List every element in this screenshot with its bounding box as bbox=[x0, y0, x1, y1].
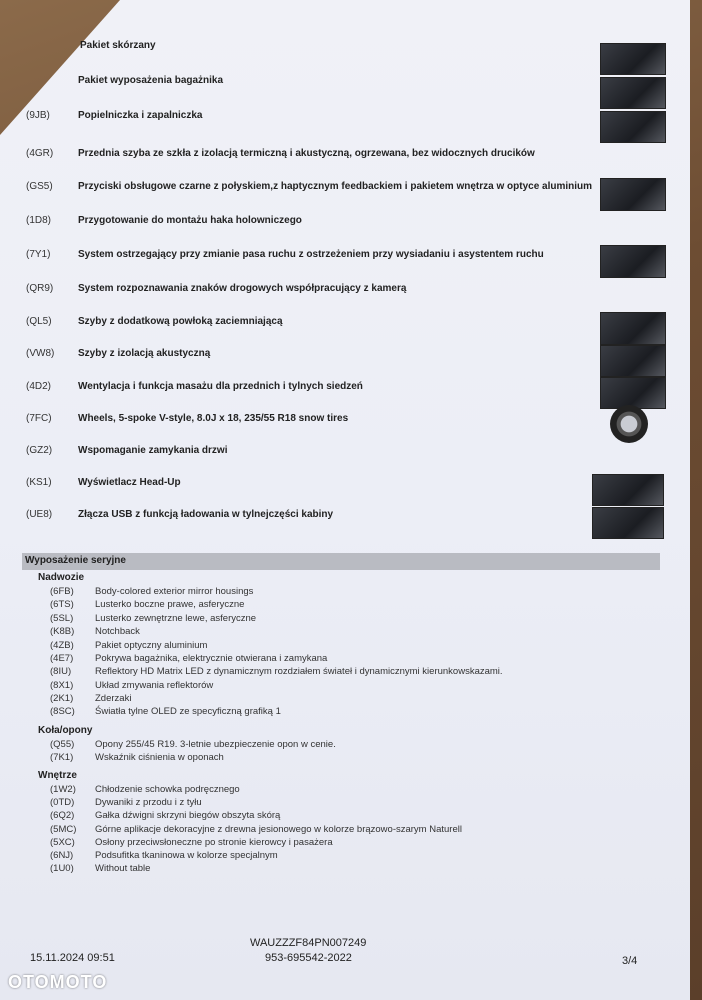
option-code: (UE8) bbox=[26, 509, 53, 520]
option-photo bbox=[600, 245, 666, 278]
option-photo bbox=[600, 111, 666, 143]
item-code: (8X1) bbox=[50, 680, 74, 691]
item-label: Opony 255/45 R19. 3-letnie ubezpieczenie opon w cenie. bbox=[95, 739, 336, 750]
group-title: Nadwozie bbox=[38, 572, 85, 583]
item-code: (6FB) bbox=[50, 586, 74, 597]
option-label: System ostrzegający przy zmianie pasa ruchu z ostrzeżeniem przy wysiadaniu i asystentem ruchu bbox=[78, 249, 544, 260]
option-photo bbox=[600, 77, 666, 109]
option-label: Wentylacja i funkcja masażu dla przednich i tylnych siedzeń bbox=[78, 381, 363, 392]
item-code: (6TS) bbox=[50, 599, 74, 610]
option-row bbox=[0, 348, 690, 378]
option-row bbox=[0, 110, 690, 140]
option-code: (7Y1) bbox=[26, 249, 51, 260]
item-code: (8SC) bbox=[50, 706, 75, 717]
option-label: Wyświetlacz Head-Up bbox=[78, 477, 181, 488]
item-label: Without table bbox=[95, 863, 151, 874]
item-code: (4ZB) bbox=[50, 640, 74, 651]
item-label: Układ zmywania reflektorów bbox=[95, 680, 214, 691]
item-code: (5SL) bbox=[50, 613, 74, 624]
item-code: (8IU) bbox=[50, 666, 72, 677]
option-photo bbox=[600, 345, 666, 377]
page-number: 3/4 bbox=[622, 955, 638, 967]
item-label: Wskaźnik ciśnienia w oponach bbox=[95, 752, 224, 763]
item-label: Światła tylne OLED ze specyficzną grafiką 1 bbox=[95, 706, 281, 717]
option-code: (KS1) bbox=[26, 477, 52, 488]
option-row bbox=[0, 181, 690, 211]
option-row bbox=[0, 249, 690, 279]
option-photo bbox=[600, 178, 666, 211]
option-row bbox=[0, 316, 690, 346]
item-label: Pakiet optyczny aluminium bbox=[95, 640, 208, 651]
item-code: (7K1) bbox=[50, 752, 74, 763]
option-photo bbox=[600, 312, 666, 345]
option-row bbox=[0, 445, 690, 475]
item-code: (4E7) bbox=[50, 653, 74, 664]
document-number: 953-695542-2022 bbox=[265, 952, 352, 964]
option-label: Wspomaganie zamykania drzwi bbox=[78, 445, 228, 456]
item-label: Chłodzenie schowka podręcznego bbox=[95, 784, 240, 795]
section-title: Wyposażenie seryjne bbox=[25, 555, 126, 566]
option-row bbox=[0, 148, 690, 178]
option-photo bbox=[600, 377, 666, 409]
item-label: Notchback bbox=[95, 626, 140, 637]
item-code: (K8B) bbox=[50, 626, 75, 637]
option-label: Szyby z izolacją akustyczną bbox=[78, 348, 211, 359]
item-label: Gałka dźwigni skrzyni biegów obszyta skórą bbox=[95, 810, 281, 821]
option-label: Przednia szyba ze szkła z izolacją termiczną i akustyczną, ogrzewana, bez widocznych drucików bbox=[78, 148, 535, 159]
option-code: (GS5) bbox=[26, 181, 53, 192]
group-title: Wnętrze bbox=[38, 770, 77, 781]
item-label: Lusterko zewnętrzne lewe, asferyczne bbox=[95, 613, 257, 624]
item-label: Body-colored exterior mirror housings bbox=[95, 586, 254, 597]
option-row bbox=[0, 477, 690, 507]
item-code: (5MC) bbox=[50, 824, 77, 835]
option-label: Przygotowanie do montażu haka holowniczego bbox=[78, 215, 302, 226]
option-label: Złącza USB z funkcją ładowania w tylnejczęści kabiny bbox=[78, 509, 334, 520]
item-label: Reflektory HD Matrix LED z dynamicznym rozdziałem świateł i dynamicznymi kierunkowskazami. bbox=[95, 666, 503, 677]
option-photo bbox=[600, 43, 666, 75]
item-label: Podsufitka tkaninowa w kolorze specjalnym bbox=[95, 850, 278, 861]
item-code: (2K1) bbox=[50, 693, 74, 704]
option-row bbox=[0, 283, 690, 313]
option-row bbox=[0, 509, 690, 539]
item-label: Pokrywa bagażnika, elektrycznie otwierana i zamykana bbox=[95, 653, 328, 664]
option-label: System rozpoznawania znaków drogowych współpracujący z kamerą bbox=[78, 283, 407, 294]
option-code: (GZ2) bbox=[26, 445, 53, 456]
item-label: Górne aplikacje dekoracyjne z drewna jesionowego w kolorze brązowo-szarym Naturell bbox=[95, 824, 462, 835]
option-code: (7FC) bbox=[26, 413, 52, 424]
option-label: Pakiet skórzany bbox=[80, 40, 156, 51]
option-code: (9JB) bbox=[26, 110, 50, 121]
option-row bbox=[0, 40, 690, 70]
option-label: Przyciski obsługowe czarne z połyskiem,z haptycznym feedbackiem i pakietem wnętrza w optyce aluminium bbox=[78, 181, 593, 192]
option-row bbox=[0, 381, 690, 411]
item-code: (1W2) bbox=[50, 784, 76, 795]
option-label: Wheels, 5-spoke V-style, 8.0J x 18, 235/55 R18 snow tires bbox=[78, 413, 349, 424]
group-title: Koła/opony bbox=[38, 725, 93, 736]
option-code: (QL5) bbox=[26, 316, 52, 327]
item-code: (1U0) bbox=[50, 863, 74, 874]
item-code: (Q55) bbox=[50, 739, 75, 750]
option-code: (QR9) bbox=[26, 283, 54, 294]
vin-number: WAUZZZF84PN007249 bbox=[250, 937, 367, 949]
option-label: Szyby z dodatkową powłoką zaciemniającą bbox=[78, 316, 283, 327]
item-label: Osłony przeciwsłoneczne po stronie kierowcy i pasażera bbox=[95, 837, 333, 848]
option-code: (4GR) bbox=[26, 148, 54, 159]
item-code: (6Q2) bbox=[50, 810, 75, 821]
item-label: Lusterko boczne prawe, asferyczne bbox=[95, 599, 245, 610]
option-photo bbox=[592, 474, 664, 506]
option-row bbox=[0, 215, 690, 245]
option-photo bbox=[592, 507, 664, 539]
option-code: (VW8) bbox=[26, 348, 55, 359]
print-date: 15.11.2024 09:51 bbox=[30, 952, 115, 964]
wheel-photo bbox=[610, 405, 648, 443]
item-label: Zderzaki bbox=[95, 693, 132, 704]
option-code: (1D8) bbox=[26, 215, 52, 226]
item-label: Dywaniki z przodu i z tyłu bbox=[95, 797, 202, 808]
option-label: Popielniczka i zapalniczka bbox=[78, 110, 203, 121]
item-code: (0TD) bbox=[50, 797, 75, 808]
option-row bbox=[0, 75, 690, 105]
option-label: Pakiet wyposażenia bagażnika bbox=[78, 75, 224, 86]
option-row bbox=[0, 413, 690, 443]
item-code: (6NJ) bbox=[50, 850, 74, 861]
otomoto-watermark: OTOMOTO bbox=[8, 972, 108, 992]
item-code: (5XC) bbox=[50, 837, 75, 848]
option-code: (4D2) bbox=[26, 381, 52, 392]
